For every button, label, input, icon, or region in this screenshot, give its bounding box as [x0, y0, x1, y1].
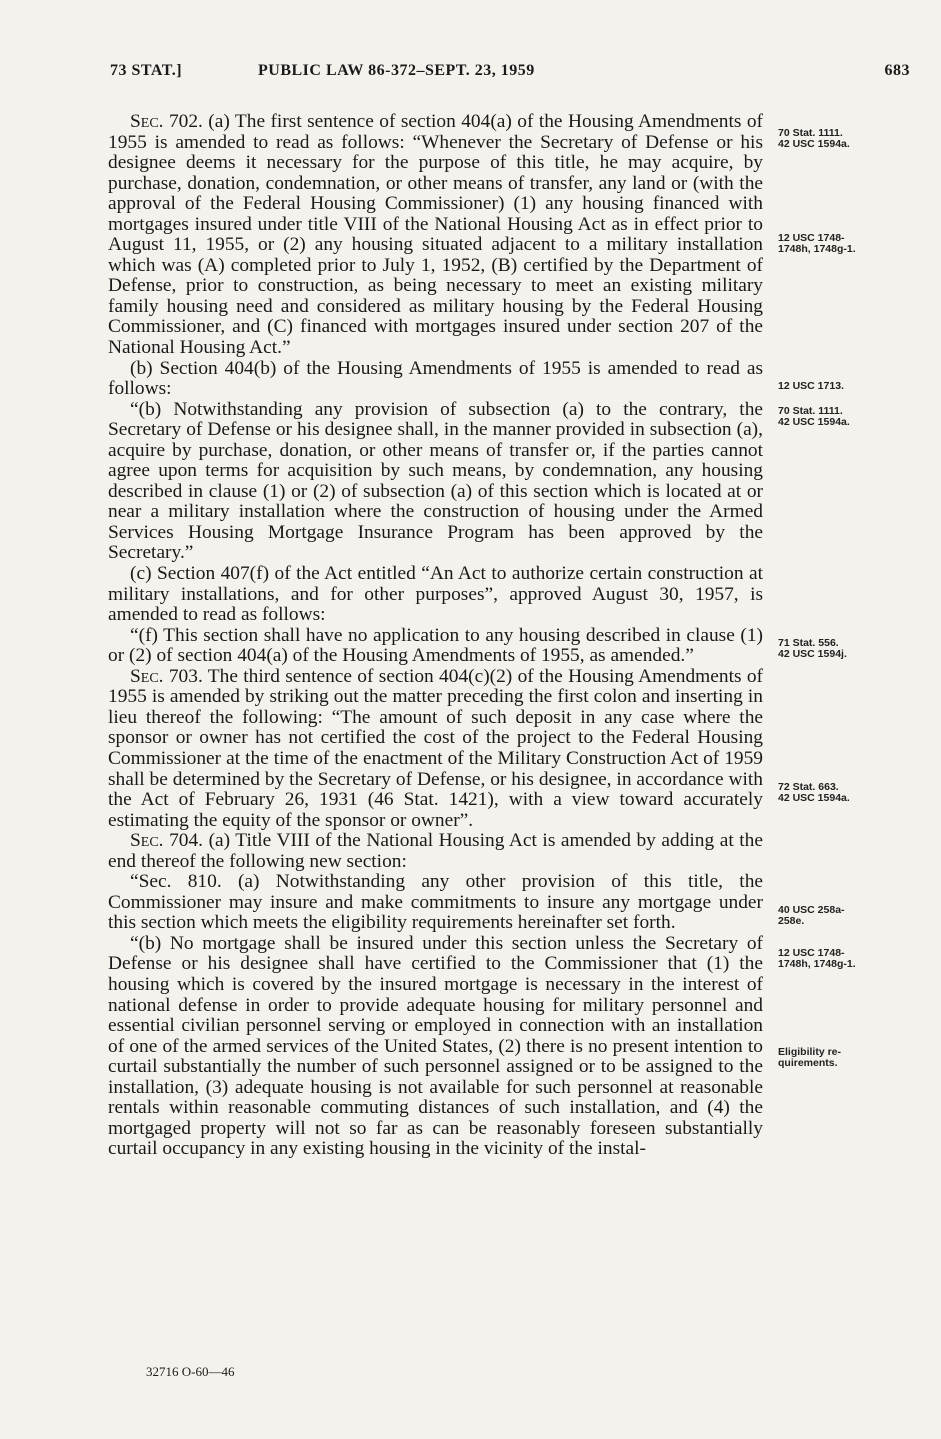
- margin-note-line: 70 Stat. 1111.: [778, 127, 843, 139]
- margin-note: [778, 782, 903, 804]
- paragraph-text: “(b) No mortgage shall be insured under this section unless the Secretary of Defense or his designee shall have certified to the Commissioner that (1) the housing which is covered by the insured mortgage is necessary in the interest of national defense in order to provide adequate housing for military personnel and essential civilian personnel serving or employed in connection with an installation of one of the armed services of the United States, (2) there is no present intention to curtail substantially the number of such personnel assigned or to be assigned to the installation, (3) adequate housing is not available for such personnel at reasonable rentals within reasonable commuting distances of such installation, and (4) the mortgaged property will not so far as can be reasonably foreseen substantially curtail occupancy in any existing housing in the vicinity of the instal-: [108, 932, 763, 1160]
- margin-note: [778, 1047, 903, 1069]
- header-title: PUBLIC LAW 86-372–SEPT. 23, 1959: [258, 62, 535, 79]
- margin-note-line: 71 Stat. 556.: [778, 637, 839, 649]
- header-volume: 73 STAT.]: [110, 62, 183, 79]
- margin-note-line: 12 USC 1713.: [778, 380, 844, 392]
- margin-note-line: quirements.: [778, 1057, 838, 1069]
- margin-note-line: 42 USC 1594a.: [778, 416, 850, 428]
- margin-note-line: 1748h, 1748g-1.: [778, 243, 856, 255]
- margin-note: [778, 905, 903, 927]
- section-label: Sec.: [130, 830, 164, 852]
- paragraph-sec-810b: [108, 934, 763, 1160]
- paragraph-text: (c) Section 407(f) of the Act entitled “An Act to authorize certain construction at military installations, and for other purposes”, approved August 30, 1957, is amended to read as follows:: [108, 563, 763, 626]
- footer-print-code: 32716 O-60—46: [146, 1364, 235, 1379]
- margin-note-line: 72 Stat. 663.: [778, 781, 839, 793]
- margin-note: [778, 948, 903, 970]
- margin-note: [778, 638, 903, 660]
- paragraph-text: “(b) Notwithstanding any provision of subsection (a) to the contrary, the Secretary of Defense or his designee shall, in the manner provided in subsection (a), acquire by purchase, donation, or other means of transfer or, if the parties cannot agree upon terms for acquisition by such means, by condemnation, any housing described in clause (1) or (2) of subsection (a) of this section which is located at or near a military installation where the construction of housing under the Armed Services Housing Mortgage Insurance Program has been approved by the Secretary.”: [108, 398, 763, 564]
- body-text: [108, 112, 763, 1160]
- section-label: Sec.: [130, 111, 164, 132]
- margin-note-line: 12 USC 1748-: [778, 232, 845, 244]
- paragraph-702c: [108, 564, 763, 626]
- margin-note-line: 70 Stat. 1111.: [778, 405, 843, 417]
- paragraph-text: 703. The third sentence of section 404(c)(2) of the Housing Amendments of 1955 is amended by striking out the matter preceding the first colon and inserting in lieu thereof the following: “The amount of such deposit in any case where the sponsor or owner has not certified the cost of the project to the Federal Housing Commissioner at the time of the enactment of the Military Construction Act of 1959 shall be determined by the Secretary of Defense, or his designee, in accordance with the Act of February 26, 1931 (46 Stat. 1421), with a view toward accurately estimating the equity of the sponsor or owner”.: [108, 665, 763, 831]
- margin-note-line: 42 USC 1594j.: [778, 648, 847, 660]
- paragraph-407f-quote: [108, 626, 763, 667]
- page-number: 683: [884, 62, 910, 79]
- paragraph-sec-702a: [108, 112, 763, 359]
- margin-note: [778, 406, 903, 428]
- paragraph-sec-704a: [108, 831, 763, 872]
- margin-note: [778, 381, 903, 392]
- paragraph-sec-703: [108, 667, 763, 831]
- margin-note-line: 42 USC 1594a.: [778, 138, 850, 150]
- paragraph-text: 704. (a) Title VIII of the National Housing Act is amended by adding at the end thereof the following new section:: [108, 830, 763, 872]
- section-label: Sec.: [130, 665, 164, 687]
- margin-note-line: Eligibility re-: [778, 1046, 842, 1058]
- paragraph-text: (b) Section 404(b) of the Housing Amendments of 1955 is amended to read as follows:: [108, 357, 763, 400]
- margin-note-line: 42 USC 1594a.: [778, 792, 850, 804]
- paragraph-text: 702. (a) The first sentence of section 404(a) of the Housing Amendments of 1955 is amended to read as follows: “Whenever the Secretary of Defense or his designee deems it necessary for the purpose of this title, he may acquire, by purchase, donation, condemnation, or other means of transfer, any land or (with the approval of the Federal Housing Commissioner) (1) any housing financed with mortgages insured under title VIII of the National Housing Act as in effect prior to August 11, 1955, or (2) any housing situated adjacent to a military installation which was (A) completed prior to July 1, 1952, (B) certified by the Department of Defense, prior to construction, as being necessary to meet an existing military family housing need and considered as military housing by the Federal Housing Commissioner, and (C) financed with mortgages insured under section 207 of the National Housing Act.”: [108, 111, 763, 359]
- paragraph-sec-810a: [108, 872, 763, 934]
- margin-note-line: 258e.: [778, 915, 805, 927]
- margin-note-line: 1748h, 1748g-1.: [778, 958, 856, 970]
- paragraph-text: “(f) This section shall have no application to any housing described in clause (1) or (2) of section 404(a) of the Housing Amendments of 1955, as amended.”: [108, 624, 763, 667]
- margin-note: [778, 128, 903, 150]
- margin-note-line: 40 USC 258a-: [778, 904, 845, 916]
- margin-note: [778, 233, 903, 255]
- margin-note-line: 12 USC 1748-: [778, 947, 845, 959]
- running-header: [110, 62, 910, 86]
- paragraph-text: “Sec. 810. (a) Notwithstanding any other provision of this title, the Commissioner may insure and make commitments to insure any mortgage under this section which meets the eligibility requirements hereinafter set forth.: [108, 871, 763, 934]
- paragraph-404b-quote: [108, 400, 763, 564]
- paragraph-702b: [108, 359, 763, 400]
